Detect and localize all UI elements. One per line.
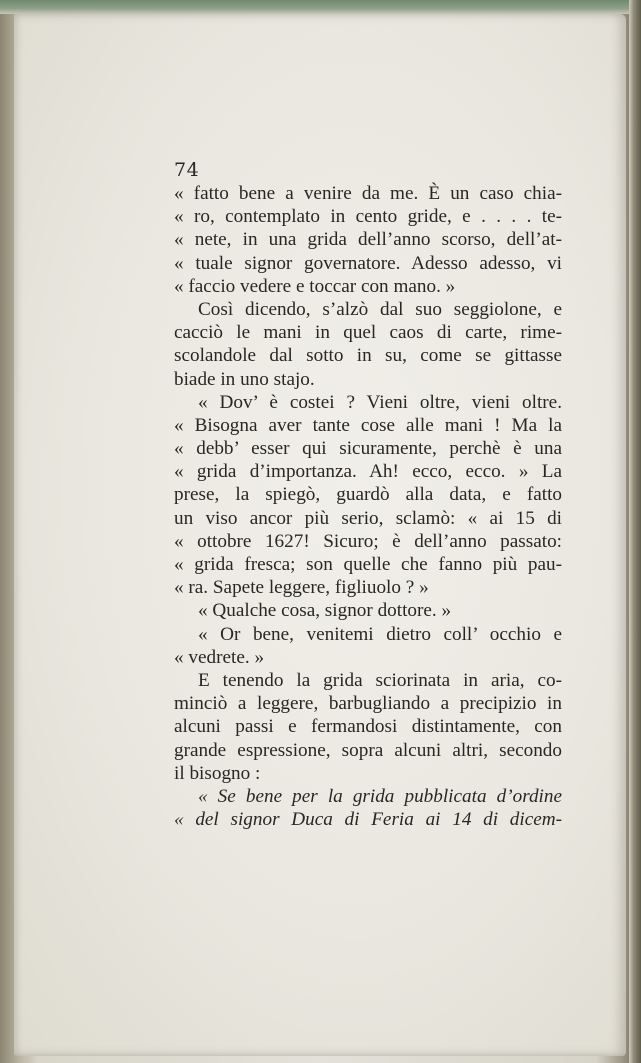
text-line: « Or bene, venitemi dietro coll’ occhio e [198, 623, 562, 645]
text-line: « faccio vedere e toccar con mano. » [174, 275, 456, 297]
text-line: « ottobre 1627! Sicuro; è dell’anno passato: [174, 530, 562, 552]
text-line: scolandole dal sotto in su, come se gittasse [174, 345, 562, 367]
text-line: grande espressione, sopra alcuni altri, secondo [174, 739, 562, 761]
text-line: « grida fresca; son quelle che fanno più pau- [174, 554, 562, 575]
text-line: minciò a leggere, barbugliando a precipizio in [174, 693, 562, 715]
page-text-block [174, 160, 562, 831]
text-line: biade in uno stajo. [174, 368, 315, 390]
text-lines [174, 182, 562, 831]
text-line: un viso ancor più serio, sclamò: « ai 15 di [174, 507, 562, 529]
text-line: il bisogno : [174, 762, 261, 784]
text-line: « Se bene per la grida pubblicata d’ordine [198, 785, 562, 807]
text-line: E tenendo la grida sciorinata in aria, co- [198, 669, 562, 691]
text-line: « del signor Duca di Feria ai 14 di dicem- [174, 809, 562, 831]
text-line: « fatto bene a venire da me. È un caso chia- [174, 183, 562, 204]
page-number: 74 [174, 159, 200, 181]
text-line: Così dicendo, s’alzò dal suo seggiolone, e [198, 298, 562, 320]
text-line: « nete, in una grida dell’anno scorso, dell’at- [174, 229, 562, 251]
text-line: « ro, contemplato in cento gride, e . . . . te- [174, 206, 562, 228]
book-spine-edge [629, 0, 641, 1063]
text-line: « Bisogna aver tante cose alle mani ! Ma la [174, 414, 562, 436]
book-top-edge [0, 0, 641, 14]
text-line: « vedrete. » [174, 646, 265, 668]
text-line: cacciò le mani in quel caos di carte, rime- [174, 322, 562, 344]
text-line: prese, la spiegò, guardò alla data, e fatto [174, 484, 562, 506]
text-line: « ra. Sapete leggere, figliuolo ? » [174, 577, 429, 599]
text-line: alcuni passi e fermandosi distintamente, con [174, 716, 562, 738]
text-line: « debb’ esser qui sicuramente, perchè è una [174, 438, 562, 460]
text-line: « grida d’importanza. Ah! ecco, ecco. » La [174, 461, 562, 483]
text-line: « tuale signor governatore. Adesso adesso, vi [174, 252, 562, 274]
text-line: « Qualche cosa, signor dottore. » [198, 600, 452, 622]
text-line: « Dov’ è costei ? Vieni oltre, vieni oltre. [198, 391, 562, 413]
